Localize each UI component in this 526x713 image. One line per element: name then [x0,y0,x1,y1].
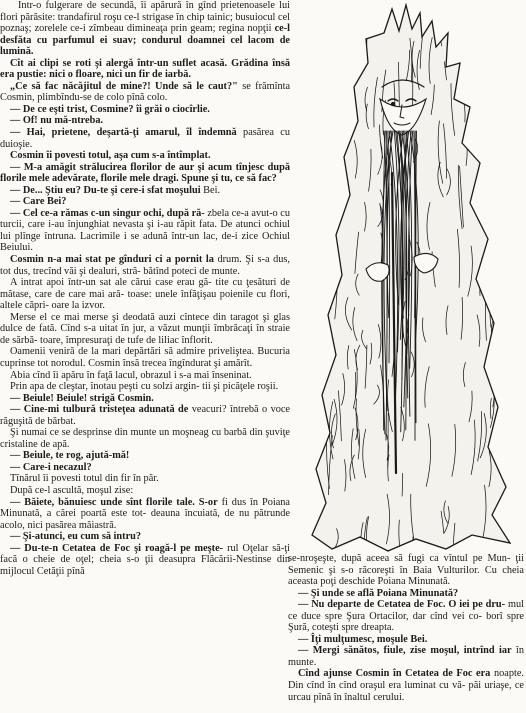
rock-hatch-stroke [308,302,313,358]
dialogue-line: — De... Ştiu eu? Du-te şi cere-i sfat moşului Bei. [10,184,221,196]
dialogue-line: — Îţi mulţumesc, moşule Bei. [298,633,428,645]
rock-hatch-stroke [511,161,514,182]
rock-hatch-stroke [514,30,516,49]
dialogue-line: — Hai, prietene, deşartă-ţi amarul, îl îndemnă pasărea cu duioşie. [0,127,290,150]
right-text-column [288,553,524,703]
rock-hatch-stroke [497,257,500,315]
rock-hatch-stroke [491,268,492,297]
paragraph: Merse el ce mai merse şi deodată auzi cîntece din taragot şi glas dulce de fată. Cînd s-a uitat în jur, a văzut munţii îmbrăcaţi în straie de sărbă- toare, împresuraţi de tufe de liliac înflorit. [0,311,291,346]
dialogue-line: — Beiule! Beiule! strigă Cosmin. [10,392,154,404]
dialogue-line: — Şi-atunci, eu cum să intru? [10,531,142,543]
rock-hatch-stroke [511,366,515,391]
rock-hatch-stroke [494,311,497,353]
rock-hatch-stroke [326,272,331,309]
rock-hatch-stroke [488,247,493,268]
rock-hatch-stroke [314,422,316,463]
rock-hatch-stroke [317,138,321,163]
rock-hatch-stroke [339,72,340,117]
old-man-of-the-mountain-illustration [296,3,526,558]
paragraph: Cît ai clipi se roti şi alergă într-un suflet acasă. Grădina însă era pustie: nici o floare, nici un fir de iarbă. [0,57,291,81]
rock-hatch-stroke [337,24,340,71]
rock-hatch-stroke [324,97,328,132]
rock-hatch-stroke [495,84,499,135]
dialogue-line: — De ce eşti trist, Cosmine? îi grăi o ciocîrlie. [10,103,210,115]
rock-hatch-stroke [326,93,329,112]
rock-hatch-stroke [492,239,494,280]
dialogue-line: — Băiete, bănuiesc unde sînt florile tale. S-or fi dus în Poiana Minunată, a cărei poartă este tot- deauna încuiată, de nu pătrunde acolo, nici pasărea măiastră. [0,496,290,531]
dialogue-line: — Cine-mi tulbură tristeţea adunată de veacuri? întrebă o voce răguşită de bărbat. [0,404,291,427]
rock-hatch-stroke [322,337,326,394]
dialogue-line: — Du-te-n Cetatea de Foc şi roagă-l pe meşte- rul Oţelar să-ţi facă o cheie de oţel; cheia s-o ţii deasupra Flăcării-Nestinse din mijlocul Cetăţii pînă [0,542,290,577]
paragraph: Tînărul îi povesti totul din fir în păr. [10,473,159,485]
paragraph: Abia cînd îi apăru în faţă lacul, obrazul i s-a mai înseninat. [10,369,252,381]
rock-hatch-stroke [306,187,310,220]
paragraph: Cînd ajunse Cosmin în Cetatea de Foc era noapte. Din cînd în cînd oraşul era luminat cu vă- păi uriaşe, ce urcau pînă în înaltul cerului. [288,668,524,703]
dialogue-line: — Of! nu mă-ntreba. [10,115,104,127]
dialogue-line: — Care-i necazul? [10,461,92,473]
rock-hatch-stroke [304,210,307,255]
rock-hatch-stroke [324,234,328,262]
rock-hatch-stroke [334,194,337,217]
rock-hatch-stroke [507,27,509,64]
rock-hatch-stroke [336,93,341,149]
rock-hatch-stroke [364,23,367,62]
paragraph: „Ce să fac năcăjitul de mine?! Unde să le caut?" se frămînta Cosmin, plimbîndu-se de colo pînă colo. [0,80,291,104]
rock-hatch-stroke [340,49,346,110]
dialogue-line: — Nu departe de Cetatea de Foc. O iei pe dru- mul ce duce spre Şura Ortacilor, dar cînd vei co- borî spre Şură, coteşti spre dreapta. [288,599,525,634]
rock-hatch-stroke [489,202,493,231]
rock-hatch-stroke [510,347,515,376]
paragraph: Prin apa de cleştar, înotau peşti cu solzi argin- tii şi picăţele roşii. [10,381,279,393]
rock-hatch-stroke [320,59,324,86]
paragraph: Intr-o fulgerare de secundă, îi apărură în gînd prietenoasele lui flori părăsite: trandafirul roşu ce-l strigase în chip tainic; busuiocul cel poznaş; zorelele ce-i zîmbeau dimineaţa prin geam; regina nopţii ce-l desfăta cu parfumul ei suav; condurul doamnei cel lacom de lumină. [0,0,291,58]
rock-hatch-stroke [512,26,516,48]
rock-hatch-stroke [325,182,329,220]
dialogue-line: — Care Bei? [10,196,67,208]
rock-hatch-stroke [506,192,507,230]
paragraph: Şi numai ce se desprinse din munte un moşneag cu barbă din şuviţe cristaline de apă. [0,427,291,450]
left-text-column [0,0,290,577]
rock-hatch-stroke [490,110,494,128]
rock-hatch-stroke [506,438,508,499]
paragraph: se-nroşeşte, după aceea să fugi ca vîntul pe Mun- ţii Semenic şi s-o răcoreşti în Baia Vulturilor. Cu cheia aceasta poţi deschide Poiana Minunată. [288,553,524,588]
rock-hatch-stroke [509,505,511,558]
rock-hatch-stroke [514,260,515,318]
rock-hatch-stroke [451,30,454,59]
dialogue-line: — Şi unde se află Poiana Minunată? [298,587,459,599]
paragraph: Cosmin îi povesti totul, aşa cum s-a întîmplat. [10,150,211,162]
rock-hatch-stroke [499,41,504,97]
paragraph: Oamenii veniră de la mari depărtări să admire priveliştea. Bucuria cuprinse tot norodul. Cosmin însă trecea îngîndurat şi amărît. [0,346,290,369]
dialogue-line: — M-a amăgit strălucirea florilor de aur şi acum tînjesc după florile mele adevărate, florile mele dragi. Spune şi tu, ce să fac? [0,161,291,185]
dialogue-line: — Beiule, te rog, ajută-mă! [10,450,130,462]
paragraph: Cosmin n-a mai stat pe gînduri ci a pornit la drum. Şi s-a dus, tot dus, trecînd văi şi dealuri, stră- bătînd poteci de munte. [0,254,290,277]
rock-hatch-stroke [334,85,337,142]
rock-hatch-stroke [501,440,505,477]
rock-hatch-stroke [499,110,500,137]
rock-hatch-stroke [324,259,327,312]
rock-hatch-stroke [500,70,504,104]
paragraph: După ce-l ascultă, moşul zise: [10,484,134,496]
rock-hatch-stroke [329,31,332,85]
paragraph: A intrat apoi într-un sat ale cărui case erau gă- tite cu ţesături de mătase, care de care mai ară- toase: unele înfăţişau poienile cu flori, altele căpri- oare la izvor. [0,277,290,312]
rock-hatch-stroke [505,181,507,240]
rock-hatch-stroke [308,281,312,319]
dialogue-line: — Mergi sănătos, fiule, zise moşul, intrînd iar în munte. [288,645,524,668]
rock-hatch-stroke [339,100,341,126]
rock-hatch-stroke [498,306,501,370]
dialogue-line: — Cel ce-a rămas c-un singur ochi, după ră- zbela ce-a avut-o cu turcii, care i-au înjunghiat nevasta şi i-au răpit fata. De atunci ochiul lui plînge întruna. Lacrimile i se adună într-un lac, de-i zice Ochiul Beiului. [0,207,291,254]
rock-hatch-stroke [309,91,311,124]
rock-hatch-stroke [325,48,327,85]
rock-hatch-stroke [319,409,322,448]
